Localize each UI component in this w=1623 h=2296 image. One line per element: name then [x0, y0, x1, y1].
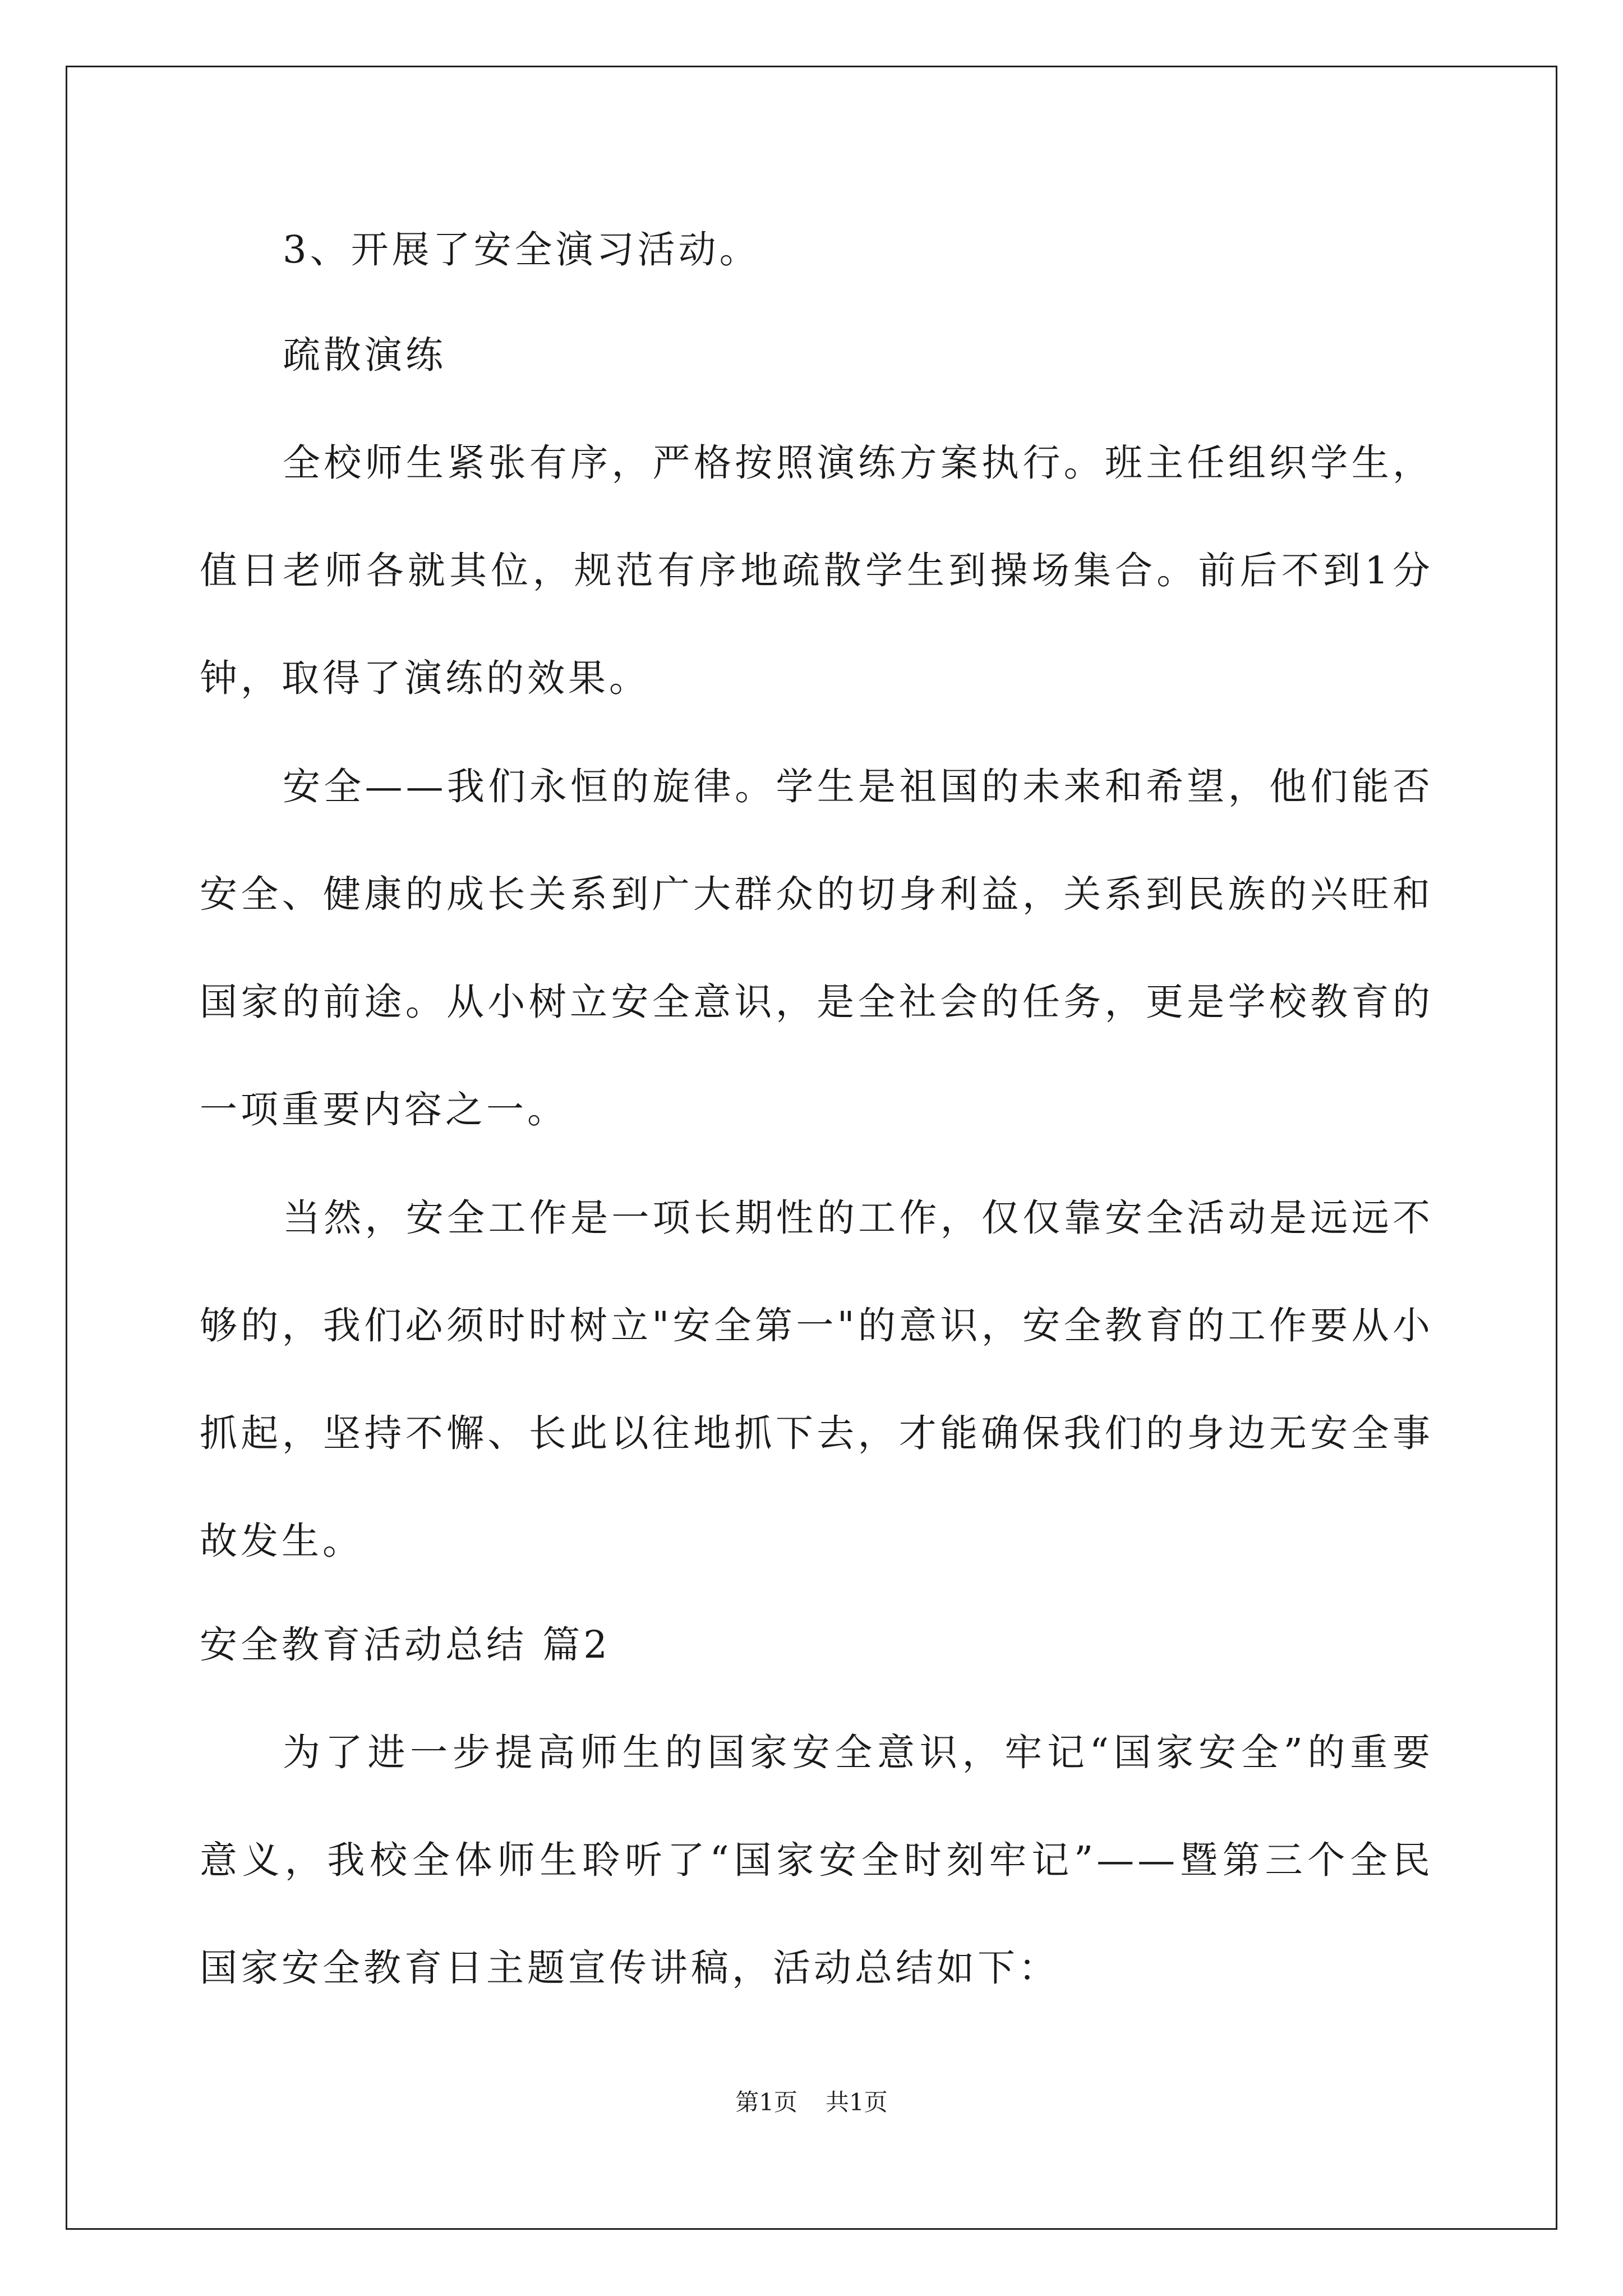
paragraph-line: 钟，取得了演练的效果。	[200, 656, 650, 700]
page-total: 共1页	[826, 2088, 888, 2116]
list-item-heading: 3、开展了安全演习活动。	[283, 228, 760, 272]
section-title: 安全教育活动总结 篇2	[200, 1623, 611, 1667]
paragraph-line: 国家的前途。从小树立安全意识，是全社会的任务，更是学校教育的	[200, 980, 1433, 1024]
paragraph-line: 够的，我们必须时时树立"安全第一"的意识，安全教育的工作要从小	[200, 1304, 1433, 1347]
paragraph-line: 抓起，坚持不懈、长此以往地抓下去，才能确保我们的身边无安全事	[200, 1411, 1433, 1455]
paragraph-line: 一项重要内容之一。	[200, 1088, 568, 1131]
paragraph-line: 安全、健康的成长关系到广大群众的切身利益，关系到民族的兴旺和	[200, 872, 1433, 916]
section-subheading: 疏散演练	[283, 333, 446, 377]
page-number: 第1页	[735, 2088, 797, 2116]
page-border	[66, 66, 1557, 2230]
paragraph-line: 故发生。	[200, 1519, 363, 1563]
paragraph-line: 意义，我校全体师生聆听了“国家安全时刻牢记”——暨第三个全民	[200, 1838, 1433, 1882]
page-footer	[0, 2087, 1623, 2118]
paragraph-line: 全校师生紧张有序，严格按照演练方案执行。班主任组织学生，	[283, 441, 1433, 485]
paragraph-line: 为了进一步提高师生的国家安全意识，牢记“国家安全”的重要	[283, 1731, 1433, 1774]
paragraph-line: 安全——我们永恒的旋律。学生是祖国的未来和希望，他们能否	[283, 765, 1433, 808]
paragraph-line: 当然，安全工作是一项长期性的工作，仅仅靠安全活动是远远不	[283, 1196, 1433, 1240]
paragraph-line: 值日老师各就其位，规范有序地疏散学生到操场集合。前后不到1分	[200, 549, 1433, 592]
paragraph-line: 国家安全教育日主题宣传讲稿，活动总结如下：	[200, 1946, 1059, 1990]
